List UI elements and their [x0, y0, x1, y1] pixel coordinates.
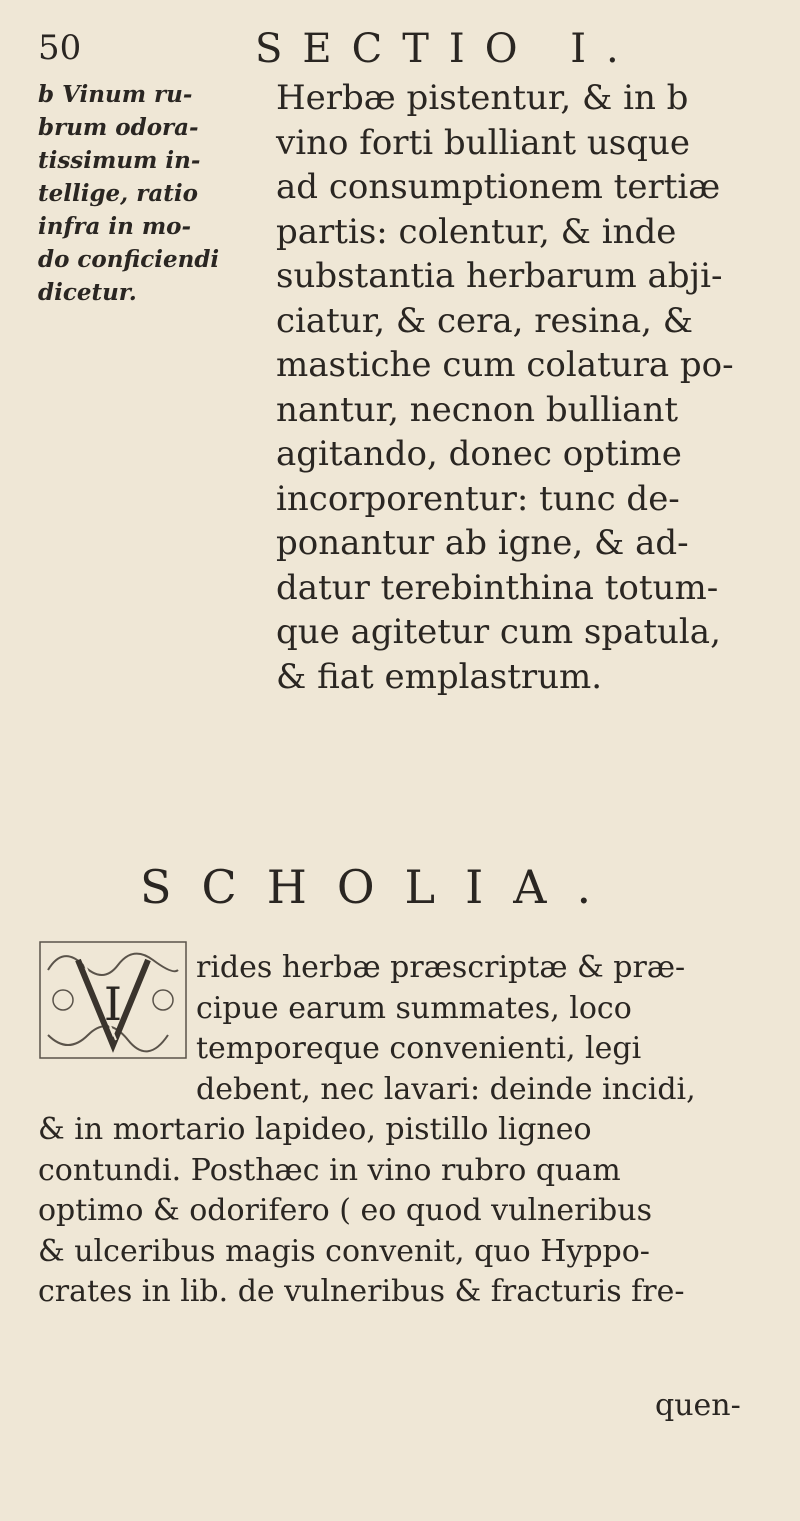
margin-note-line: b Vinum ru-	[38, 81, 193, 108]
margin-note-line: do conficiendi	[38, 246, 220, 273]
text-line: substantia herbarum abji-	[276, 256, 723, 296]
margin-note	[38, 78, 268, 309]
text-line: mastiche cum colatura po-	[276, 345, 734, 385]
scholia-line: temporeque convenienti, legi	[196, 1031, 642, 1066]
margin-note-line: infra in mo-	[38, 213, 192, 240]
text-line: agitando, donec optime	[276, 434, 682, 474]
text-line: datur terebinthina totum-	[276, 567, 719, 608]
margin-note-line: tissimum in-	[38, 147, 201, 174]
page-number: 50	[38, 28, 82, 68]
scholia-line: & in mortario lapideo, pistillo ligneo	[38, 1112, 592, 1147]
section-title: SECTIO I.	[255, 26, 639, 72]
text-line: partis: colentur, & inde	[276, 211, 677, 252]
scholia-text	[38, 948, 778, 1313]
catchword: quen-	[655, 1388, 741, 1423]
text-line: nantur, necnon bulliant	[276, 389, 679, 430]
scholia-line: debent, nec lavari: deinde incidi,	[196, 1071, 696, 1107]
scholia-line: & ulceribus magis convenit, quo Hyppo-	[38, 1233, 650, 1269]
text-line: vino forti bulliant usque	[276, 122, 690, 163]
scholia-line: cipue earum summates, loco	[196, 990, 632, 1026]
main-text	[276, 76, 776, 699]
scholia-line: contundi. Posthæc in vino rubro quam	[38, 1152, 621, 1188]
scholia-line: optimo & odorifero ( eo quod vulneribus	[38, 1193, 652, 1228]
margin-note-line: tellige, ratio	[38, 180, 198, 207]
scholia-line: crates in lib. de vulneribus & fracturis fre-	[38, 1274, 685, 1309]
page-header	[0, 18, 800, 78]
scholia-heading: SCHOLIA.	[140, 860, 622, 914]
text-line: incorporentur: tunc de-	[276, 478, 680, 519]
margin-note-line: brum odora-	[38, 114, 199, 141]
text-line: ciatur, & cera, resina, &	[276, 300, 693, 341]
text-line: que agitetur cum spatula,	[276, 612, 721, 652]
text-line: Herbæ pistentur, & in b	[276, 78, 689, 118]
text-line: ponantur ab igne, & ad-	[276, 523, 689, 563]
text-line: ad consumptionem tertiæ	[276, 167, 721, 207]
svg-text:I: I	[103, 977, 123, 1031]
scholia-line: rides herbæ præscriptæ & præ-	[196, 950, 686, 985]
margin-note-line: dicetur.	[38, 279, 137, 306]
text-line: & fiat emplastrum.	[276, 656, 603, 697]
